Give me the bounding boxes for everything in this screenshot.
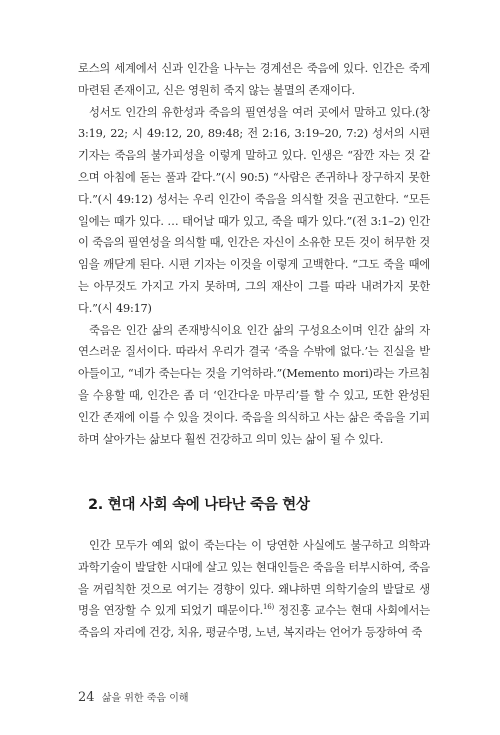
section-1-body (78, 58, 430, 450)
paragraph-modern-society (78, 535, 430, 644)
page-number: 24 (78, 690, 95, 705)
section-heading: 2. 현대 사회 속에 나타난 죽음 현상 (88, 497, 310, 513)
footnote-marker: 16) (262, 603, 275, 612)
section-2-body (78, 535, 430, 644)
running-title: 삶을 위한 죽음 이해 (101, 693, 189, 704)
page-footer (78, 689, 189, 705)
paragraph-text: 인간 모두가 예외 없이 죽는다는 이 당연한 사실에도 불구하고 의학과 과학기술이 발달한 시대에 살고 있는 현대인들은 죽음을 터부시하여, 죽음을 꺼림칙한 것으로 여기는 경향이 있다. 왜냐하면 의학기술의 발달로 생명을 연장할 수 있게 되었기 때문이다. (78, 539, 430, 618)
paragraph-text-continued: 정진홍 교수는 현대 사회에서는 죽음의 자리에 건강, 치유, 평균수명, 노년, 복지라는 언어가 등장하여 죽 (78, 604, 430, 640)
paragraph-continuation: 로스의 세계에서 신과 인간을 나누는 경계선은 죽음에 있다. 인간은 죽게 마련된 존재이고, 신은 영원히 죽지 않는 불멸의 존재이다. (78, 62, 430, 97)
paragraph-memento-mori: 죽음은 인간 삶의 존재방식이요 인간 삶의 구성요소이며 인간 삶의 자연스러운 질서이다. 따라서 우리가 결국 ‘죽을 수밖에 없다.’는 진실을 받아들이고, “네가 죽는다는 것을 기억하라.”(Memento mori)라는 가르침을 수용할 때, 인간은 좀 더 ‘인간다운 마무리’를 할 수 있고, 또한 완성된 인간 존재에 이를 수 있을 것이다. 죽음을 의식하고 사는 삶은 죽음을 기피하며 살아가는 삶보다 훨씬 건강하고 의미 있는 삶이 될 수 있다. (78, 323, 430, 446)
paragraph-bible-mortality: 성서도 인간의 유한성과 죽음의 필연성을 여러 곳에서 말하고 있다.(창 3:19, 22; 시 49:12, 20, 89:48; 전 2:16, 3:19–20, 7:2) 성서의 시편 기자는 죽음의 불가피성을 이렇게 말하고 있다. 인생은 “잠깐 자는 것 같으며 아침에 돋는 풀과 같다.”(시 90:5) “사람은 존귀하나 장구하지 못한다.”(시 49:12) 성서는 우리 인간이 죽음을 의식할 것을 권고한다. “모든 일에는 때가 있다. … 태어날 때가 있고, 죽을 때가 있다.”(전 3:1–2) 인간이 죽음의 필연성을 의식할 때, 인간은 자신이 소유한 모든 것이 허무한 것임을 깨닫게 된다. 시편 기자는 이것을 이렇게 고백한다. “그도 죽을 때에는 아무것도 가지고 가지 못하며, 그의 재산이 그를 따라 내려가지 못한다.”(시 49:17) (78, 105, 430, 315)
